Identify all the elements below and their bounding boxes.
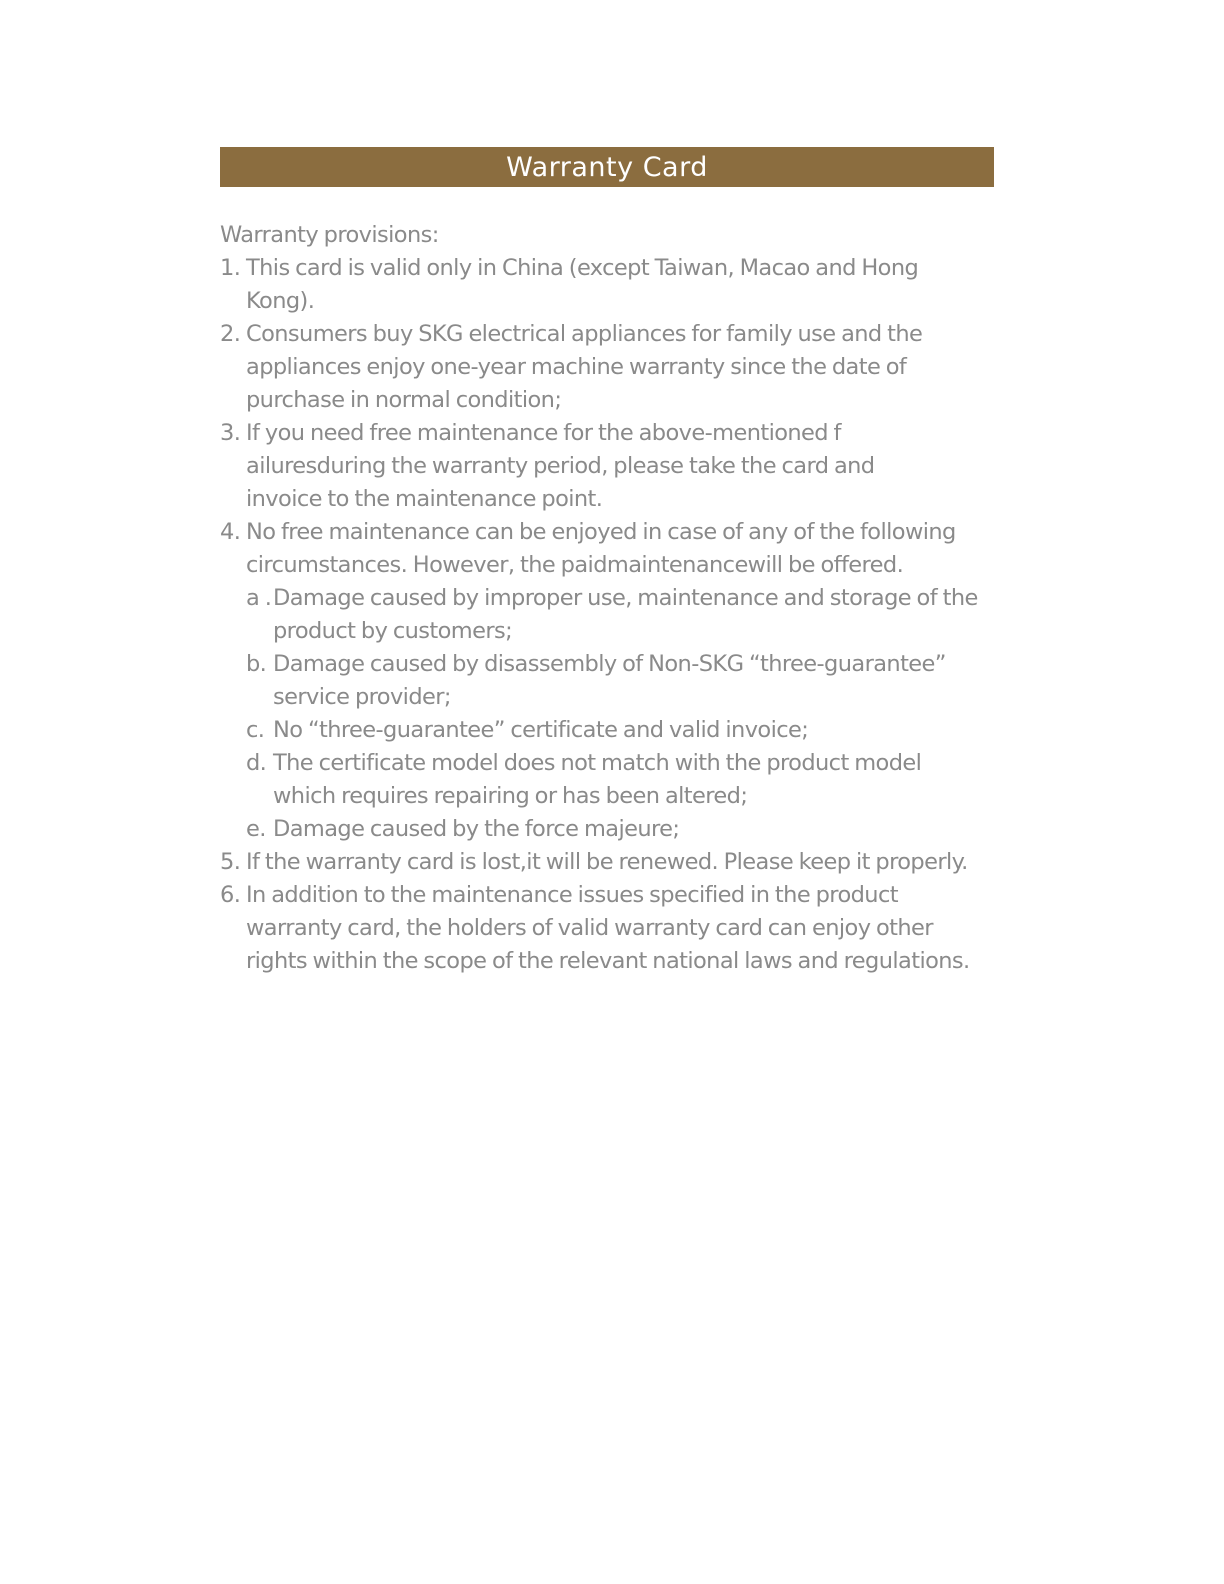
provision-subitem-b: [220, 648, 1020, 714]
subitem-line: No “three-guarantee” certificate and valid invoice;: [273, 717, 809, 743]
provision-line: warranty card, the holders of valid warranty card can enjoy other: [246, 915, 933, 941]
title-bar: [220, 147, 994, 187]
subitem-line: The certificate model does not match with the product model: [273, 750, 922, 776]
provision-item-5: [220, 846, 1020, 879]
subitem-line: which requires repairing or has been altered;: [273, 783, 748, 809]
provision-line: invoice to the maintenance point.: [246, 486, 603, 512]
subitem-line: product by customers;: [273, 618, 513, 644]
provision-line: Consumers buy SKG electrical appliances for family use and the: [246, 321, 923, 347]
provision-number: 5.: [220, 849, 241, 875]
provision-line: circumstances. However, the paidmaintenancewill be offered.: [246, 552, 904, 578]
provision-number: 6.: [220, 882, 241, 908]
page-title: Warranty Card: [506, 151, 708, 183]
subitem-line: service provider;: [273, 684, 451, 710]
subitem-letter: d.: [246, 750, 267, 776]
provision-line: This card is valid only in China (except Taiwan, Macao and Hong: [246, 255, 919, 281]
subitem-letter: a .: [246, 585, 272, 611]
provision-number: 2.: [220, 321, 241, 347]
provision-line: No free maintenance can be enjoyed in case of any of the following: [246, 519, 956, 545]
provision-number: 3.: [220, 420, 241, 446]
provision-line: appliances enjoy one-year machine warranty since the date of: [246, 354, 907, 380]
provision-line: If you need free maintenance for the above-mentioned f: [246, 420, 841, 446]
provision-subitem-c: [220, 714, 1020, 747]
subitem-line: Damage caused by disassembly of Non-SKG “three-guarantee”: [273, 651, 946, 677]
subitem-line: Damage caused by improper use, maintenance and storage of the: [273, 585, 978, 611]
provision-item-3: [220, 417, 1020, 516]
provision-line: ailuresduring the warranty period, please take the card and: [246, 453, 875, 479]
provision-number: 1.: [220, 255, 241, 281]
provision-item-2: [220, 318, 1020, 417]
subitem-letter: b.: [246, 651, 267, 677]
subitem-letter: c.: [246, 717, 265, 743]
provision-item-1: [220, 252, 1020, 318]
provision-item-4: [220, 516, 1020, 582]
subitem-letter: e.: [246, 816, 266, 842]
provision-subitem-e: [220, 813, 1020, 846]
provision-line: If the warranty card is lost,it will be renewed. Please keep it properly.: [246, 849, 968, 875]
provision-number: 4.: [220, 519, 241, 545]
subitem-line: Damage caused by the force majeure;: [273, 816, 680, 842]
provision-line: In addition to the maintenance issues specified in the product: [246, 882, 898, 908]
provision-item-6: [220, 879, 1020, 978]
provision-line: Kong).: [246, 288, 315, 314]
provisions-heading: Warranty provisions:: [220, 222, 439, 248]
warranty-provisions: [220, 219, 1020, 978]
provision-subitem-a: [220, 582, 1020, 648]
provision-subitem-d: [220, 747, 1020, 813]
provision-line: purchase in normal condition;: [246, 387, 562, 413]
provision-line: rights within the scope of the relevant national laws and regulations.: [246, 948, 970, 974]
